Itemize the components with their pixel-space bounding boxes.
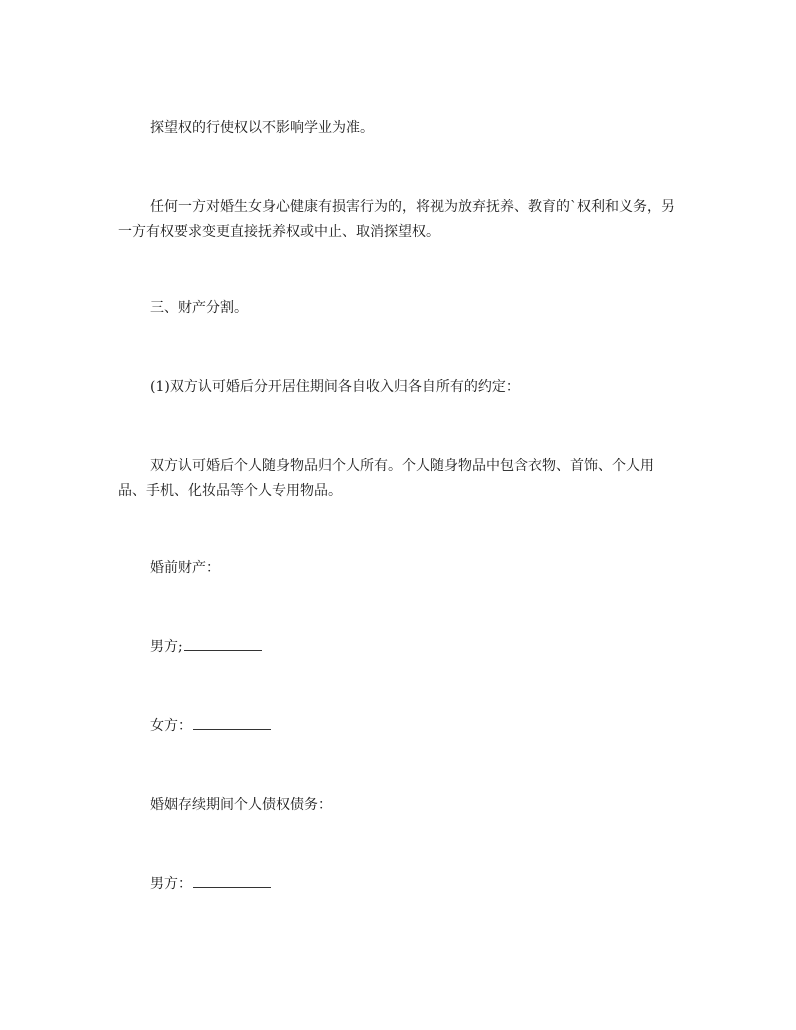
paragraph-visitation-right: 探望权的行使权以不影响学业为准。 xyxy=(150,120,374,136)
field-female-premarital xyxy=(118,714,680,739)
fill-in-blank xyxy=(184,638,262,651)
heading-debts-during-marriage: 婚姻存续期间个人债权债务： xyxy=(150,797,332,813)
paragraph-harm-clause: 任何一方对婚生女身心健康有损害行为的，将视为放弃抚养、教育的`权利和义务，另一方有权要求变更直接抚养权或中止、取消探望权。 xyxy=(118,199,675,240)
field-male-premarital xyxy=(118,635,680,660)
heading-premarital-property: 婚前财产： xyxy=(150,560,220,576)
field-label: 女方： xyxy=(150,718,192,734)
section-heading-property-division: 三、财产分割。 xyxy=(150,300,248,316)
field-male-debts xyxy=(118,872,680,897)
field-label: 男方： xyxy=(150,876,192,892)
fill-in-blank xyxy=(193,875,271,888)
paragraph-separate-income: (1)双方认可婚后分开居住期间各自收入归各自所有的约定： xyxy=(150,379,520,395)
paragraph-personal-items: 双方认可婚后个人随身物品归个人所有。个人随身物品中包含衣物、首饰、个人用品、手机、化妆品等个人专用物品。 xyxy=(118,458,654,499)
field-label: 男方; xyxy=(150,639,183,655)
fill-in-blank xyxy=(193,717,271,730)
